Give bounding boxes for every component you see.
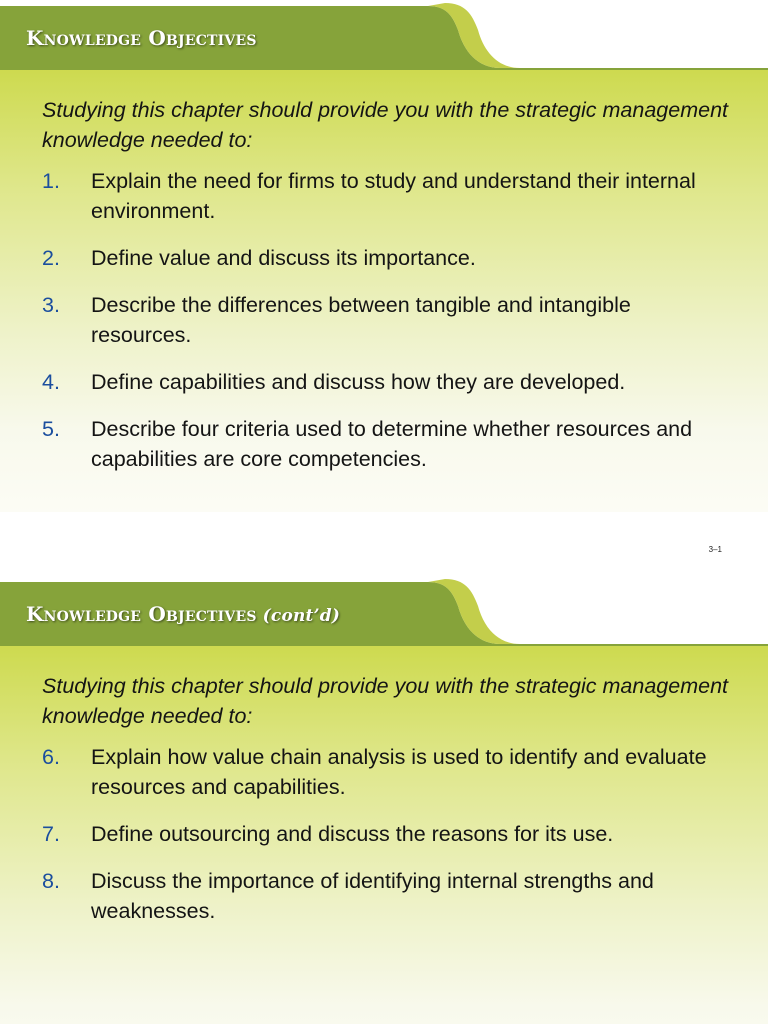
objectives-list [42, 742, 732, 943]
slide-header [0, 576, 768, 646]
slide-intro: Studying this chapter should provide you with the strategic management knowledge needed to: [42, 98, 729, 152]
objective-number: 5. [42, 417, 60, 441]
objective-number: 8. [42, 869, 60, 893]
list-item [42, 290, 732, 350]
objective-number: 4. [42, 370, 60, 394]
list-item [42, 243, 732, 273]
objectives-list [42, 166, 732, 491]
slide-intro: Studying this chapter should provide you with the strategic management knowledge needed to: [42, 674, 729, 728]
slide-2 [0, 576, 768, 1024]
list-item [42, 742, 732, 802]
objective-text: Explain the need for firms to study and understand their internal environment. [91, 169, 696, 223]
objective-text: Describe four criteria used to determine whether resources and capabilities are core competencies. [91, 417, 693, 471]
objective-text: Define outsourcing and discuss the reasons for its use. [91, 822, 614, 846]
list-item [42, 866, 732, 926]
list-item [42, 367, 732, 397]
objective-text: Define value and discuss its importance. [91, 246, 476, 270]
objective-number: 2. [42, 246, 60, 270]
list-item [42, 166, 732, 226]
list-item [42, 414, 732, 474]
slide-header [0, 0, 768, 70]
objective-number: 6. [42, 745, 60, 769]
list-item [42, 819, 732, 849]
slide-title: Knowledge Objectives [26, 26, 257, 50]
slide-title: Knowledge Objectives (cont’d) [26, 602, 341, 626]
objective-text: Describe the differences between tangible and intangible resources. [91, 293, 631, 347]
slide-title-suffix: (cont’d) [262, 606, 341, 626]
slide-gap [0, 512, 768, 576]
objective-number: 7. [42, 822, 60, 846]
objective-number: 1. [42, 169, 60, 193]
objective-text: Define capabilities and discuss how they are developed. [91, 370, 626, 394]
slide-number: 3–1 [708, 545, 722, 554]
objective-text: Explain how value chain analysis is used to identify and evaluate resources and capabilities. [91, 745, 707, 799]
objective-text: Discuss the importance of identifying internal strengths and weaknesses. [91, 869, 654, 923]
objective-number: 3. [42, 293, 60, 317]
